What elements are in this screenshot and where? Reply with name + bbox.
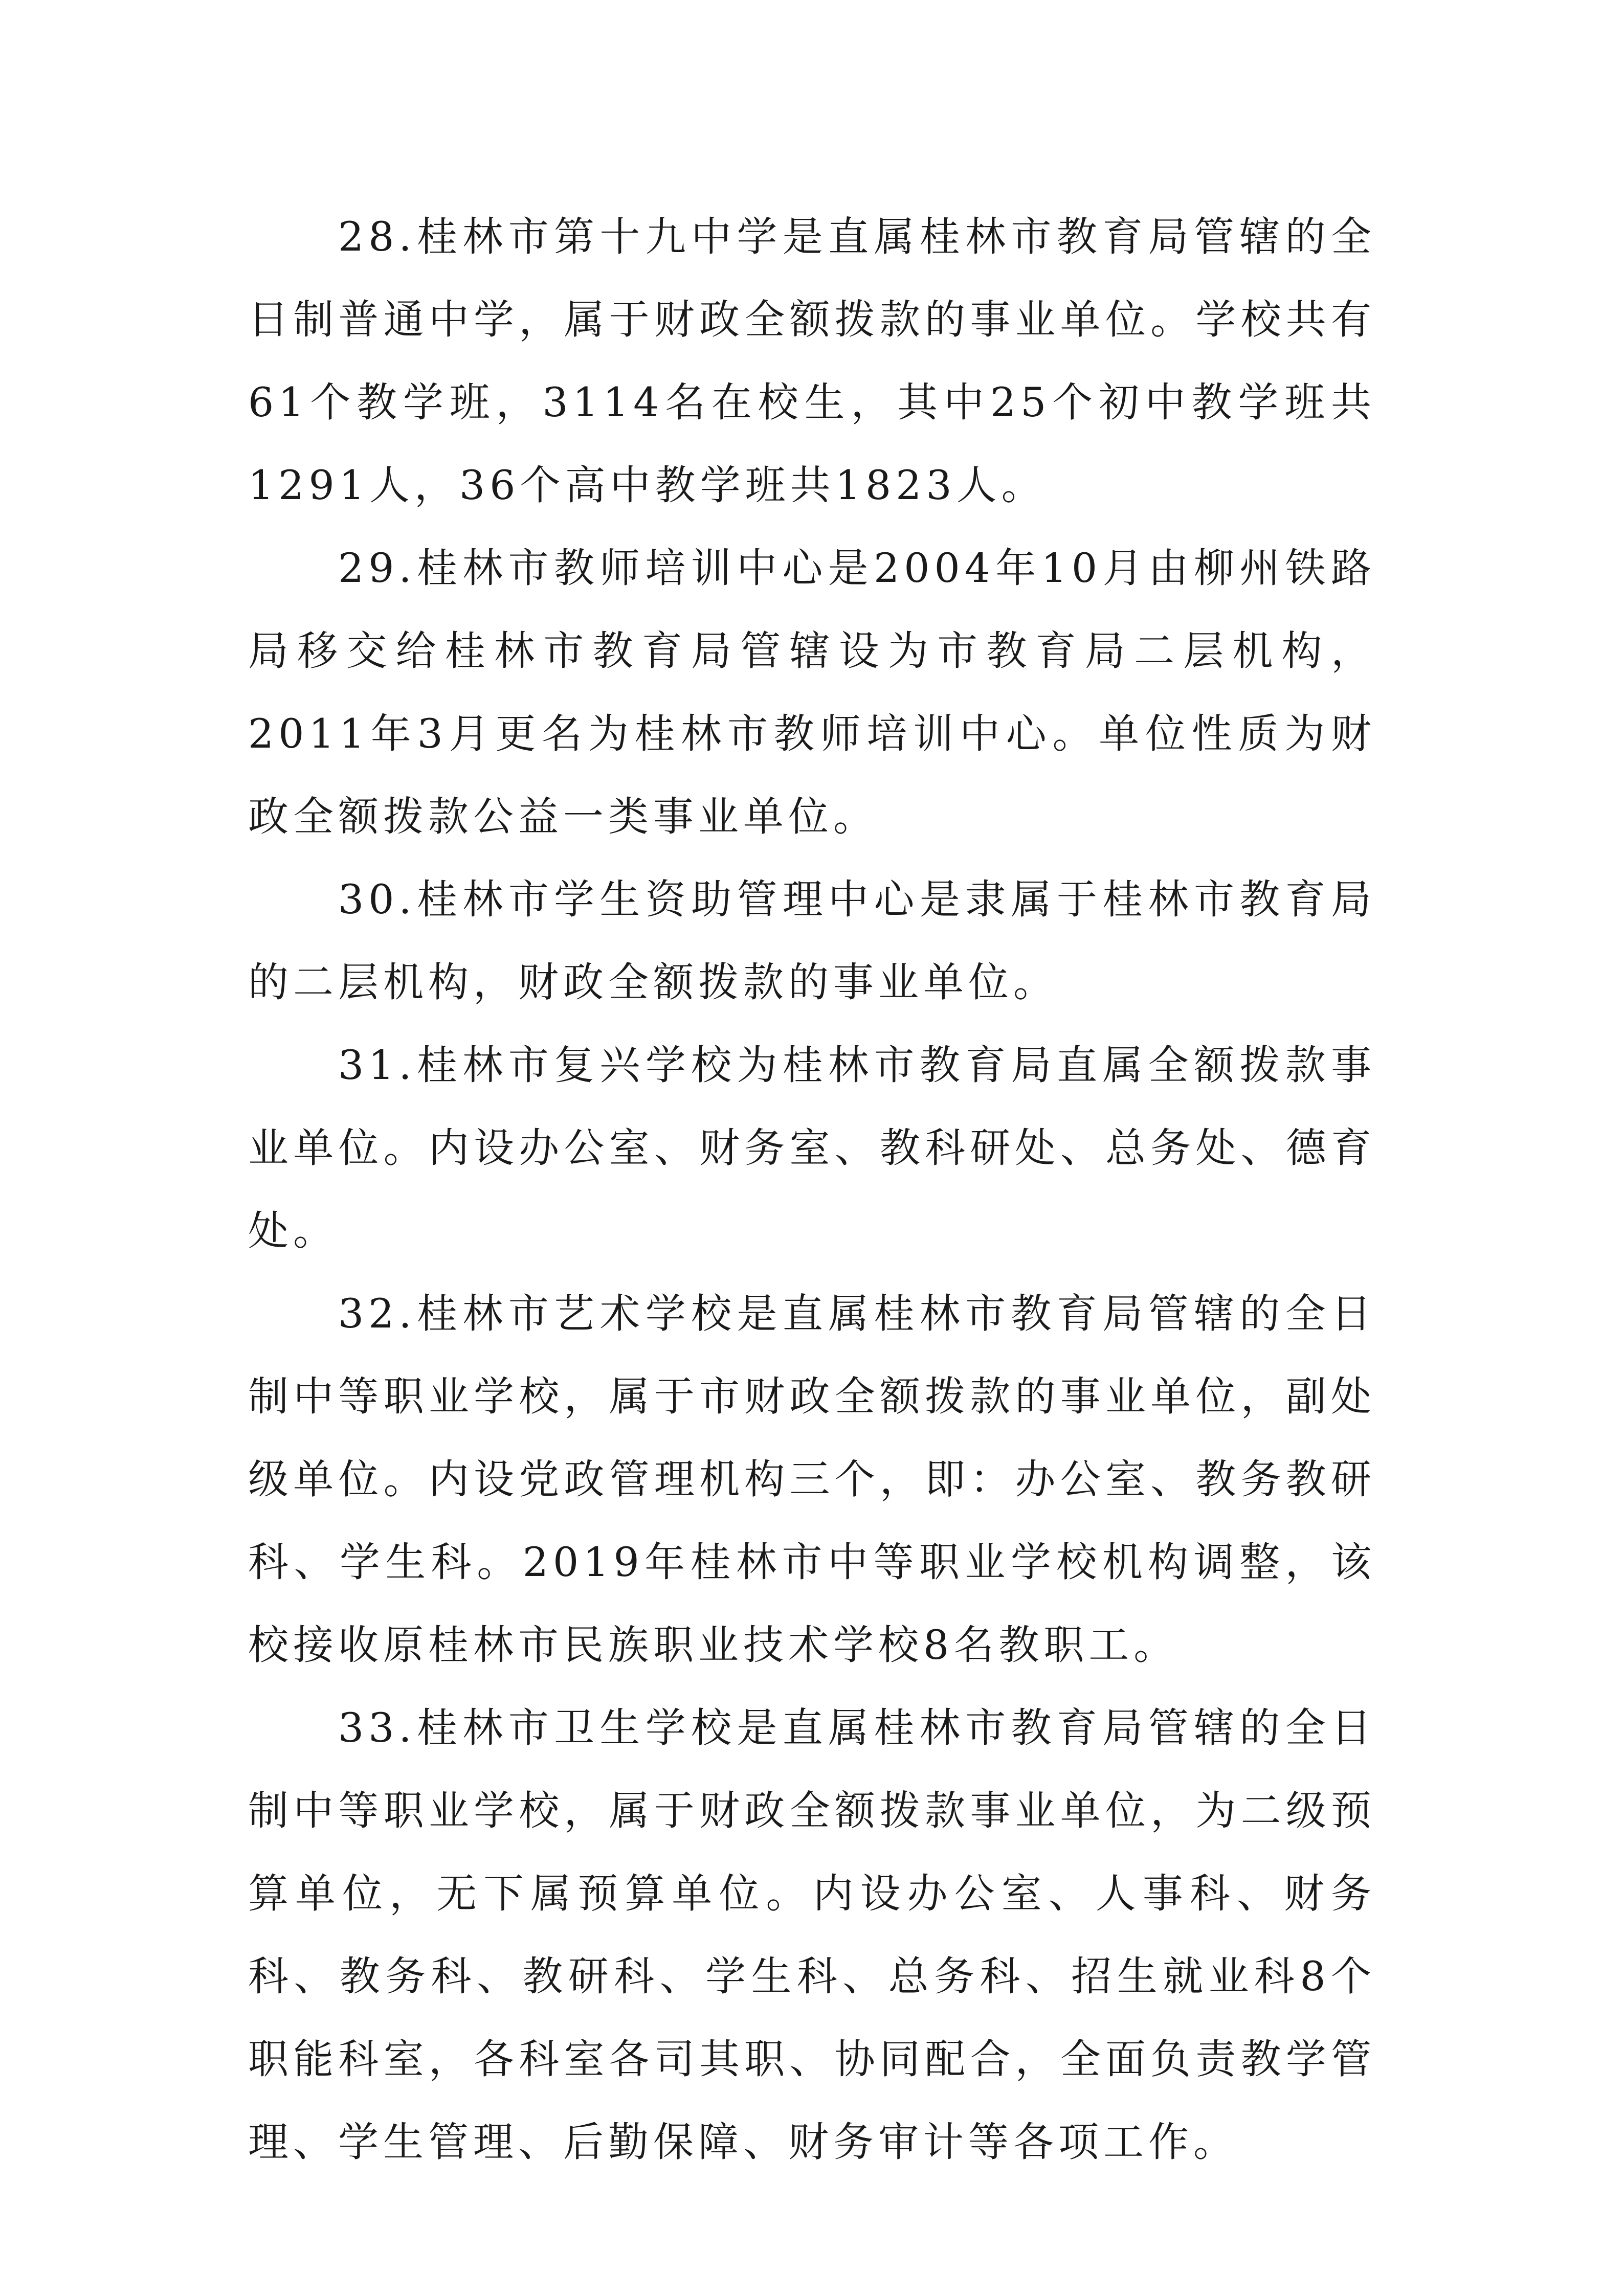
paragraph-33: 33.桂林市卫生学校是直属桂林市教育局管辖的全日制中等职业学校，属于财政全额拨款事业单位，为二级预算单位，无下属预算单位。内设办公室、人事科、财务科、教务科、教研科、学生科、总务科、招生就业科8个职能科室，各科室各司其职、协同配合，全面负责教学管理、学生管理、后勤保障、财务审计等各项工作。: [248, 1704, 1376, 2166]
paragraph-29: 29.桂林市教师培训中心是2004年10月由柳州铁路局移交给桂林市教育局管辖设为市教育局二层机构，2011年3月更名为桂林市教师培训中心。单位性质为财政全额拨款公益一类事业单位。: [248, 545, 1376, 840]
document-body: [248, 195, 1376, 2184]
paragraph-30: 30.桂林市学生资助管理中心是隶属于桂林市教育局的二层机构，财政全额拨款的事业单位。: [248, 876, 1376, 1006]
paragraph-28: 28.桂林市第十九中学是直属桂林市教育局管辖的全日制普通中学，属于财政全额拨款的事业单位。学校共有61个教学班，3114名在校生，其中25个初中教学班共1291人，36个高中教学班共1823人。: [248, 213, 1376, 509]
paragraph-31: 31.桂林市复兴学校为桂林市教育局直属全额拨款事业单位。内设办公室、财务室、教科研处、总务处、德育处。: [248, 1042, 1376, 1254]
paragraph-32: 32.桂林市艺术学校是直属桂林市教育局管辖的全日制中等职业学校，属于市财政全额拨款的事业单位，副处级单位。内设党政管理机构三个，即：办公室、教务教研科、学生科。2019年桂林市中等职业学校机构调整，该校接收原桂林市民族职业技术学校8名教职工。: [248, 1290, 1376, 1669]
